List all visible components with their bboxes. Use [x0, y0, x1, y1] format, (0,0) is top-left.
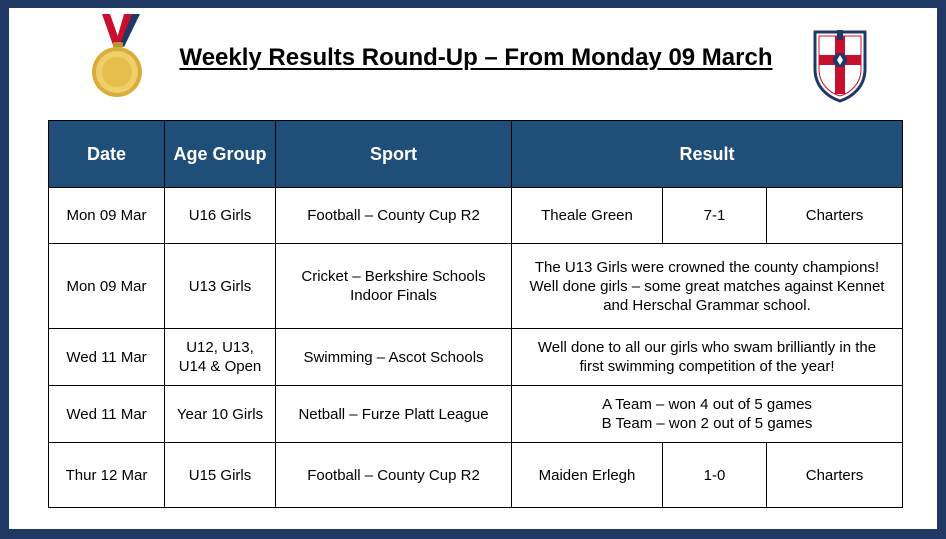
cell-team: Charters — [767, 188, 903, 244]
header-date: Date — [49, 121, 165, 188]
cell-date: Wed 11 Mar — [49, 386, 165, 443]
cell-sport — [276, 244, 512, 329]
cell-age-group: U15 Girls — [165, 443, 276, 508]
cell-age-group: U16 Girls — [165, 188, 276, 244]
header-result: Result — [512, 121, 903, 188]
cell-age-group: Year 10 Girls — [165, 386, 276, 443]
cell-score: 7-1 — [663, 188, 767, 244]
table-row — [49, 188, 903, 244]
school-crest-icon — [812, 29, 868, 103]
table-row — [49, 329, 903, 386]
cell-sport: Football – County Cup R2 — [276, 443, 512, 508]
cell-opponent: Theale Green — [512, 188, 663, 244]
cell-date: Mon 09 Mar — [49, 244, 165, 329]
result-line: first swimming competition of the year! — [579, 358, 835, 375]
cell-opponent: Maiden Erlegh — [512, 443, 663, 508]
page-title: Weekly Results Round-Up – From Monday 09 March — [179, 44, 773, 71]
age-group-line: U14 & Open — [178, 358, 262, 375]
cell-result-text — [512, 386, 903, 443]
cell-age-group — [165, 329, 276, 386]
result-line: B Team – won 2 out of 5 games — [601, 415, 813, 432]
result-line: Well done to all our girls who swam brilliantly in the — [537, 339, 877, 356]
sport-line: Indoor Finals — [350, 287, 437, 304]
table-header-row — [49, 121, 903, 188]
result-line: The U13 Girls were crowned the county champions! — [534, 258, 880, 276]
cell-age-group: U13 Girls — [165, 244, 276, 329]
cell-score: 1-0 — [663, 443, 767, 508]
cell-sport: Football – County Cup R2 — [276, 188, 512, 244]
result-line: and Herschal Grammar school. — [603, 296, 811, 314]
cell-result-text — [512, 329, 903, 386]
sport-line: Cricket – Berkshire Schools — [301, 268, 486, 285]
table-row — [49, 244, 903, 329]
header-sport: Sport — [276, 121, 512, 188]
age-group-line: U12, U13, — [186, 339, 254, 356]
cell-date: Mon 09 Mar — [49, 188, 165, 244]
header-age-group: Age Group — [165, 121, 276, 188]
cell-sport: Swimming – Ascot Schools — [276, 329, 512, 386]
result-line: Well done girls – some great matches against Kennet — [529, 277, 885, 295]
table-row — [49, 386, 903, 443]
cell-team: Charters — [767, 443, 903, 508]
result-line: A Team – won 4 out of 5 games — [602, 396, 812, 413]
cell-sport: Netball – Furze Platt League — [276, 386, 512, 443]
cell-date: Thur 12 Mar — [49, 443, 165, 508]
cell-result-text — [512, 244, 903, 329]
table-row — [49, 443, 903, 508]
cell-date: Wed 11 Mar — [49, 329, 165, 386]
gold-medal-icon — [88, 14, 146, 102]
results-table — [48, 120, 903, 508]
